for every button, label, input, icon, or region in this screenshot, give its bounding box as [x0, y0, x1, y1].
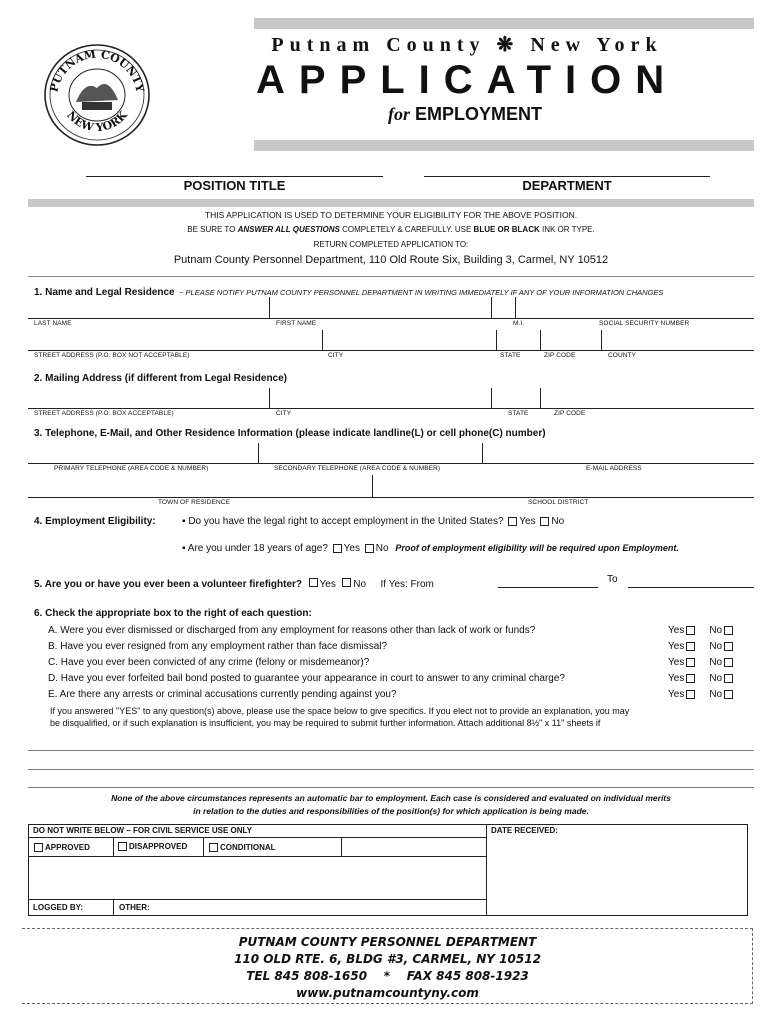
explanation-line[interactable] — [28, 787, 754, 788]
mail-zip-label: ZIP CODE — [554, 410, 586, 417]
a-yes-checkbox[interactable] — [686, 626, 695, 635]
eligibility-q2-text: Are you under 18 years of age? — [187, 543, 328, 554]
other-label: OTHER: — [119, 903, 150, 912]
divider-h — [28, 899, 486, 900]
divider-v — [515, 297, 516, 318]
svg-text:NEW YORK — [64, 108, 130, 134]
street-label: STREET ADDRESS (P.O. BOX NOT ACCEPTABLE) — [34, 352, 190, 359]
position-title-label: POSITION TITLE — [183, 178, 286, 193]
date-received-label: DATE RECEIVED: — [491, 826, 558, 835]
mi-label: M.I. — [513, 320, 525, 327]
firefighter-no-checkbox[interactable] — [342, 578, 351, 587]
no-label: No — [709, 689, 723, 700]
section6-title: 6. Check the appropriate box to the right of each question: — [34, 608, 312, 619]
county-label: COUNTY — [608, 352, 637, 359]
approved-checkbox[interactable] — [34, 843, 43, 852]
no-label: No — [709, 625, 723, 636]
position-bar — [28, 199, 754, 207]
ssn-label: SOCIAL SECURITY NUMBER — [599, 320, 690, 327]
bullet: ▪ — [182, 516, 189, 527]
mailing-address-line[interactable] — [28, 408, 754, 409]
yes-label: Yes — [668, 641, 685, 652]
no-label: No — [709, 641, 723, 652]
divider-v — [540, 330, 541, 350]
logged-by-label: LOGGED BY: — [33, 903, 84, 912]
explain-line-2: be disqualified, or if such explanation is insufficient, you may be required to submit further information. Attach additional 8½" x 11" sheets if — [50, 718, 601, 728]
section5-title: 5. Are you or have you ever been a volunteer firefighter? — [34, 579, 303, 590]
e-no-checkbox[interactable] — [724, 690, 733, 699]
disclaimer-line-2: in relation to the duties and responsibilities of the position(s) for which application is being made. — [193, 806, 589, 816]
a-no-checkbox[interactable] — [724, 626, 733, 635]
yes-label: Yes — [668, 689, 685, 700]
page-title: APPLICATION — [256, 58, 679, 102]
town-line[interactable] — [28, 497, 754, 498]
conditional-option — [207, 843, 276, 852]
zip-label: ZIP CODE — [544, 352, 576, 359]
phone-line[interactable] — [28, 463, 754, 464]
answer-c — [668, 657, 735, 668]
instr-2d: BLUE OR BLACK — [473, 225, 540, 234]
yes-label: Yes — [668, 657, 685, 668]
answer-a — [668, 625, 735, 636]
state-label: STATE — [500, 352, 521, 359]
divider-v — [258, 443, 259, 463]
no-label: No — [353, 579, 367, 590]
return-address: Putnam County Personnel Department, 110 Old Route Six, Building 3, Carmel, NY 10512 — [173, 254, 609, 266]
explanation-line[interactable] — [28, 750, 754, 751]
answer-d — [668, 673, 735, 684]
answer-b — [668, 641, 735, 652]
conditional-checkbox[interactable] — [209, 843, 218, 852]
approved-label: APPROVED — [45, 843, 90, 852]
instruction-line-1: THIS APPLICATION IS USED TO DETERMINE YOUR ELIGIBILITY FOR THE ABOVE POSITION. — [204, 210, 578, 220]
bullet: ▪ — [182, 543, 188, 554]
q2-yes-checkbox[interactable] — [333, 544, 342, 553]
office-use-header: DO NOT WRITE BELOW – FOR CIVIL SERVICE USE ONLY — [33, 826, 252, 835]
approved-option — [32, 843, 90, 852]
instruction-line-2 — [28, 225, 754, 234]
to-input-line[interactable] — [628, 587, 754, 588]
divider-v — [601, 330, 602, 350]
seal-top-text: PUTNAM COUNTY — [47, 47, 147, 94]
divider-h — [28, 856, 486, 857]
mail-street-label: STREET ADDRESS (P.O. BOX ACCEPTABLE) — [34, 410, 174, 417]
yes-label: Yes — [668, 625, 685, 636]
q1-no-checkbox[interactable] — [540, 517, 549, 526]
question-c: C. Have you ever been convicted of any crime (felony or misdemeanor)? — [48, 657, 370, 668]
header-bottom-bar — [254, 140, 754, 151]
divider-v — [269, 297, 270, 318]
instr-2a: BE SURE TO — [187, 225, 238, 234]
eligibility-q2 — [182, 543, 679, 554]
last-name-label: LAST NAME — [34, 320, 72, 327]
department-label: DEPARTMENT — [522, 178, 612, 193]
primary-phone-label: PRIMARY TELEPHONE (AREA CODE & NUMBER) — [54, 465, 209, 472]
instr-2c: COMPLETELY & CAREFULLY. USE — [339, 225, 474, 234]
to-label: To — [607, 574, 618, 585]
secondary-phone-label: SECONDARY TELEPHONE (AREA CODE & NUMBER) — [274, 465, 441, 472]
explain-line-1: If you answered "YES" to any question(s) above, please use the space below to give specifics. If you elect not to provide an explanation, you may — [50, 706, 630, 716]
employment-word: EMPLOYMENT — [415, 104, 543, 124]
footer-website[interactable]: www.putnamcountyny.com — [296, 986, 479, 1000]
instr-2b: ANSWER ALL QUESTIONS — [237, 225, 340, 234]
divider-v — [322, 330, 323, 350]
question-e: E. Are there any arrests or criminal accusations currently pending against you? — [48, 689, 397, 700]
county-line: Putnam County ❋ New York — [271, 34, 663, 56]
page-subtitle — [300, 104, 630, 125]
no-label: No — [709, 673, 723, 684]
section1-note: ~ PLEASE NOTIFY PUTNAM COUNTY PERSONNEL DEPARTMENT IN WRITING IMMEDIATELY IF ANY OF YOUR INFORMATION CHANGES — [179, 288, 664, 297]
eligibility-q1 — [182, 516, 564, 527]
c-yes-checkbox[interactable] — [686, 658, 695, 667]
divider-v — [113, 837, 114, 856]
divider-v — [491, 297, 492, 318]
town-label: TOWN OF RESIDENCE — [158, 499, 231, 506]
explanation-line[interactable] — [28, 769, 754, 770]
answer-e — [668, 689, 735, 700]
address-line[interactable] — [28, 350, 754, 351]
yes-label: Yes — [668, 673, 685, 684]
d-yes-checkbox[interactable] — [686, 674, 695, 683]
no-label: No — [709, 657, 723, 668]
divider-v — [113, 899, 114, 916]
instruction-line-3: RETURN COMPLETED APPLICATION TO: — [313, 240, 469, 249]
section1-heading — [34, 282, 754, 300]
q1-yes-checkbox[interactable] — [508, 517, 517, 526]
header-top-bar — [254, 18, 754, 29]
disapproved-label: DISAPPROVED — [129, 842, 188, 851]
yes-label: Yes — [343, 543, 360, 554]
d-no-checkbox[interactable] — [724, 674, 733, 683]
conditional-label: CONDITIONAL — [220, 843, 276, 852]
divider-v — [496, 330, 497, 350]
proof-note: Proof of employment eligibility will be required upon Employment. — [395, 543, 679, 553]
first-name-label: FIRST NAME — [276, 320, 317, 327]
for-word: for — [387, 104, 410, 124]
question-b: B. Have you ever resigned from any employment rather than face dismissal? — [48, 641, 388, 652]
eligibility-q1-text: Do you have the legal right to accept employment in the United States? — [188, 516, 504, 527]
svg-text:PUTNAM COUNTY — [47, 48, 146, 94]
divider-top — [28, 276, 754, 277]
position-title-line[interactable] — [86, 176, 383, 177]
b-no-checkbox[interactable] — [724, 642, 733, 651]
divider-v — [269, 388, 270, 408]
footer-line-3: TEL 845 808-1650 * FAX 845 808-1923 — [246, 969, 529, 983]
divider-v — [482, 443, 483, 463]
seal-bottom-text: NEW YORK — [64, 108, 130, 135]
question-d: D. Have you ever forfeited bail bond posted to guarantee your appearance in court to answer to any criminal charge? — [48, 673, 565, 684]
divider-v — [540, 388, 541, 408]
divider-v — [491, 388, 492, 408]
from-label: If Yes: From — [380, 579, 434, 590]
no-label: No — [375, 543, 389, 554]
section5-row — [34, 574, 434, 592]
mail-state-label: STATE — [508, 410, 529, 417]
footer-line-2: 110 OLD RTE. 6, BLDG #3, CARMEL, NY 10512 — [234, 952, 541, 966]
divider-v — [486, 824, 487, 916]
section3-title: 3. Telephone, E-Mail, and Other Residence Information (please indicate landline(L) or cell phone(C) number) — [34, 428, 546, 439]
e-yes-checkbox[interactable] — [686, 690, 695, 699]
disclaimer-line-1: None of the above circumstances represents an automatic bar to employment. Each case is considered and evaluated on individual merits — [111, 793, 671, 803]
question-a: A. Were you ever dismissed or discharged from any employment for reasons other than lack of work or funds? — [48, 625, 536, 636]
disapproved-option — [116, 842, 187, 851]
divider-v — [203, 837, 204, 856]
county-seal — [40, 40, 155, 150]
footer-line-1: PUTNAM COUNTY PERSONNEL DEPARTMENT — [238, 935, 537, 949]
yes-label: Yes — [319, 579, 336, 590]
email-label: E-MAIL ADDRESS — [586, 465, 642, 472]
mail-city-label: CITY — [276, 410, 292, 417]
school-label: SCHOOL DISTRICT — [528, 499, 589, 506]
firefighter-yes-checkbox[interactable] — [309, 578, 318, 587]
divider-h — [28, 837, 486, 838]
section4-title: 4. Employment Eligibility: — [34, 516, 156, 527]
b-yes-checkbox[interactable] — [686, 642, 695, 651]
disapproved-checkbox[interactable] — [118, 842, 127, 851]
city-label: CITY — [328, 352, 344, 359]
from-input-line[interactable] — [498, 587, 598, 588]
c-no-checkbox[interactable] — [724, 658, 733, 667]
department-line[interactable] — [424, 176, 710, 177]
name-line[interactable] — [28, 318, 754, 319]
yes-label: Yes — [519, 516, 536, 527]
section2-title: 2. Mailing Address (if different from Legal Residence) — [34, 373, 288, 384]
q2-no-checkbox[interactable] — [365, 544, 374, 553]
divider-v — [372, 475, 373, 497]
divider-v — [341, 837, 342, 856]
section1-title: 1. Name and Legal Residence — [34, 287, 175, 298]
no-label: No — [551, 516, 565, 527]
instr-2e: INK OR TYPE. — [539, 225, 595, 234]
